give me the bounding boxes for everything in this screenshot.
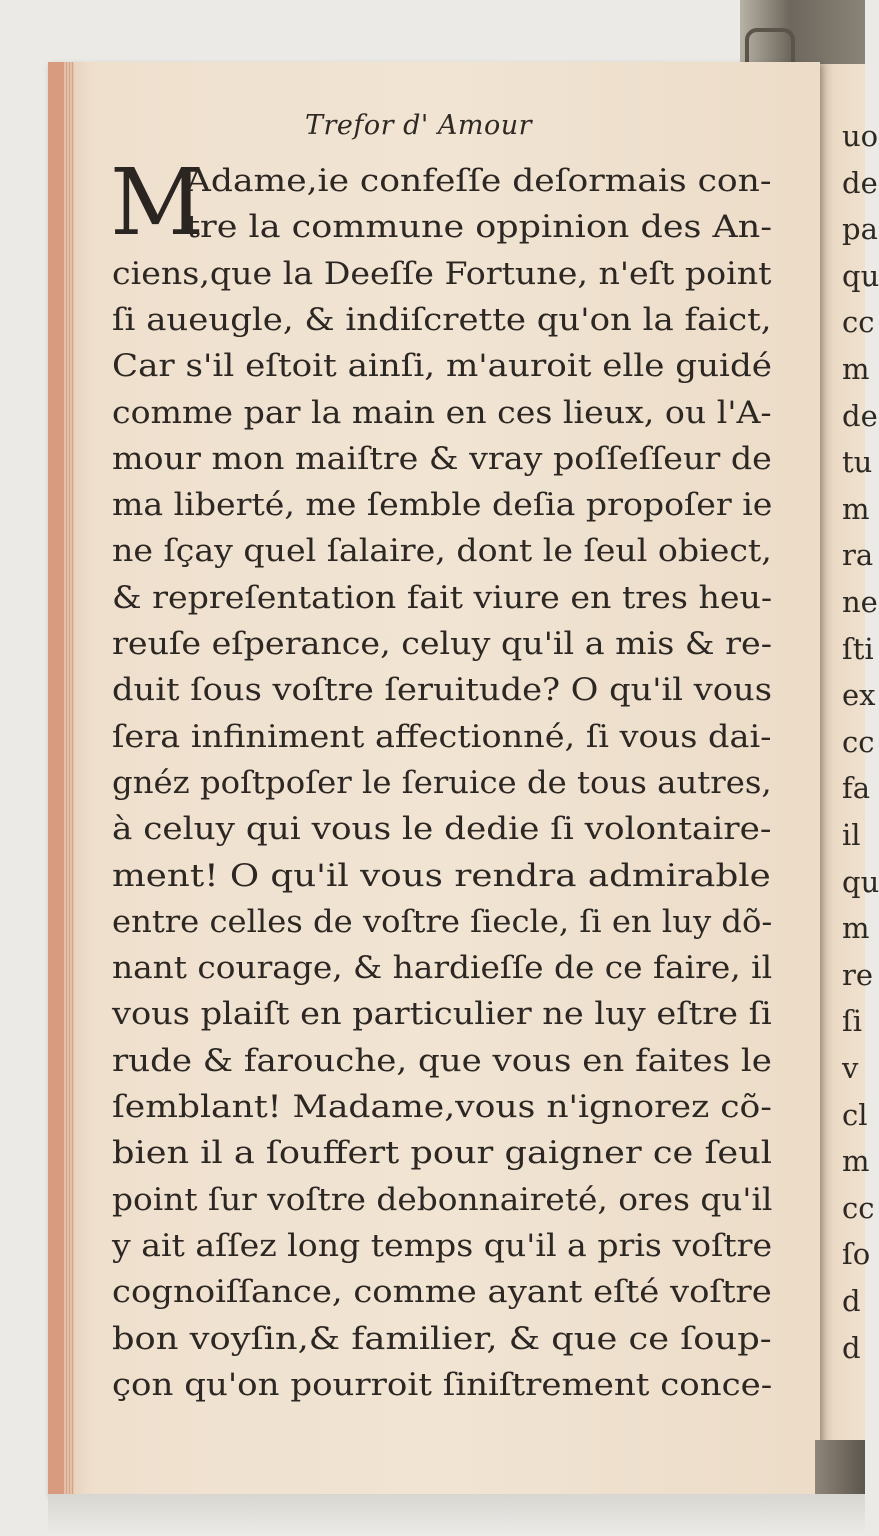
text-line: bon voyſin,& familier, & que ce ſoup- — [112, 1320, 772, 1357]
text-line: ciens,que la Deeſſe Fortune, n'eſt point — [112, 255, 772, 292]
text-line: y ait aſſez long temps qu'il a pris voſtre — [112, 1227, 773, 1264]
text-line: tre la commune oppinion des An- — [186, 209, 773, 246]
adjacent-page-text: m — [842, 911, 870, 946]
adjacent-page-text: m — [842, 352, 870, 386]
text-line: duit ſous voſtre ſeruitude? O qu'il vous — [112, 672, 772, 709]
page-edges — [64, 62, 74, 1494]
text-line: ne ſçay quel ſalaire, dont le ſeul obiect, — [112, 533, 772, 570]
adjacent-page-text: de — [842, 398, 878, 433]
adjacent-page-text: m — [842, 1144, 870, 1179]
text-line: & repreſentation fait viure en tres heu- — [112, 579, 773, 616]
adjacent-page-text: ne — [842, 585, 878, 619]
text-line: çon qu'on pourroit ſiniſtrement conce- — [112, 1366, 773, 1403]
adjacent-page-text: m — [842, 491, 870, 526]
text-line: rude & farouche, que vous en faites le — [112, 1042, 772, 1079]
text-line: reuſe eſperance, celuy qu'il a mis & re- — [112, 626, 772, 662]
adjacent-page-text: cc — [842, 305, 875, 340]
text-line: bien il a ſouffert pour gaigner ce ſeul — [112, 1135, 773, 1172]
adjacent-page-text: il — [842, 818, 861, 852]
adjacent-page-text: ſi — [842, 1004, 863, 1039]
text-line: Car s'il eſtoit ainſi, m'auroit elle guidé — [112, 348, 772, 385]
text-line: Adame,ie confeſſe deſormais con- — [186, 163, 772, 199]
text-line: à celuy qui vous le dedie ſi volontaire- — [112, 811, 772, 848]
adjacent-page-text: re — [842, 957, 874, 992]
drop-cap: M — [110, 149, 205, 256]
text-line: gnéz poſtpoſer le ſeruice de tous autres, — [112, 764, 772, 801]
adjacent-page-text: cc — [842, 1190, 875, 1225]
text-line: vous plaiſt en particulier ne luy eſtre ſi — [112, 996, 772, 1033]
adjacent-page-text: cc — [842, 724, 875, 759]
text-line: entre celles de voſtre ſiecle, ſi en luy dõ- — [112, 903, 773, 940]
text-line: comme par la main en ces lieux, ou l'A- — [112, 394, 772, 431]
adjacent-page-text: ra — [842, 538, 874, 573]
text-line: nant courage, & hardieſſe de ce faire, il — [112, 950, 773, 987]
adjacent-page-text: uo — [842, 119, 879, 153]
adjacent-page-text: d — [842, 1330, 861, 1365]
text-line: ſera infiniment affectionné, ſi vous dai- — [112, 718, 772, 755]
background-bottom — [48, 1494, 865, 1536]
running-head: Trefor d' Amour — [305, 110, 533, 141]
adjacent-page-text: qu — [842, 258, 879, 293]
adjacent-page-text: pa — [842, 212, 878, 247]
adjacent-page-text: cl — [842, 1097, 868, 1132]
adjacent-page — [820, 64, 879, 1484]
text-line: point ſur voſtre debonnaireté, ores qu'il — [112, 1181, 773, 1218]
adjacent-page-text: d — [842, 1284, 861, 1318]
adjacent-page-text: qu — [842, 864, 879, 899]
adjacent-page-text: fa — [842, 771, 871, 806]
text-line: ment! O qu'il vous rendra admirable — [112, 857, 771, 894]
adjacent-page-text: ſti — [842, 631, 874, 666]
adjacent-page-text: v — [842, 1051, 859, 1085]
adjacent-page-text: ex — [842, 678, 876, 713]
adjacent-page-text: ſo — [842, 1237, 871, 1272]
text-line: ma liberté, me ſemble deſia propoſer ie — [112, 487, 773, 524]
text-line: mour mon maiſtre & vray poſſeſſeur de — [112, 440, 772, 477]
text-line: ſi aueugle, & indiſcrette qu'on la faict, — [112, 301, 772, 338]
text-line: cognoiſſance, comme ayant eſté voſtre — [112, 1274, 772, 1311]
adjacent-page-text: tu — [842, 445, 873, 480]
text-line: ſemblant! Madame,vous n'ignorez cõ- — [112, 1089, 772, 1125]
adjacent-page-text: de — [842, 165, 878, 200]
